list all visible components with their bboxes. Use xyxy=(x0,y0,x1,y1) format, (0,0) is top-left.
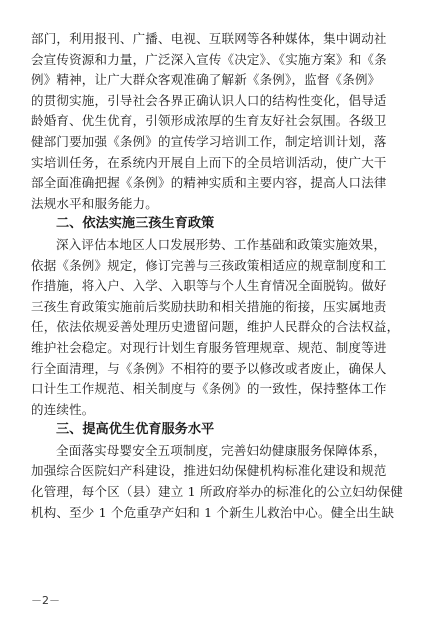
paragraph-line: 维护社会稳定。对现行计划生育服务管理规章、规范、制度等进 xyxy=(31,339,387,355)
section-heading-3: 三、提高优生优育服务水平 xyxy=(56,422,215,438)
paragraph-line: 口计生工作规范、相关制度与《条例》的一致性，保持整体工作 xyxy=(31,381,387,397)
paragraph-line: 加强综合医院妇产科建设，推进妇幼保健机构标准化建设和规范 xyxy=(31,463,387,479)
paragraph-line: 化管理，每个区（县）建立 1 所政府举办的标准化的公立妇幼保健 xyxy=(31,484,404,500)
paragraph-line: 机构、至少 1 个危重孕产妇和 1 个新生儿救治中心。健全出生缺 xyxy=(31,504,395,520)
page-number: －2－ xyxy=(31,594,60,607)
paragraph-line: 部全面准确把握《条例》的精神实质和主要内容，提高人口法律 xyxy=(31,175,387,191)
paragraph-line: 法规水平和服务能力。 xyxy=(31,195,159,211)
section-heading-2: 二、依法实施三孩生育政策 xyxy=(56,216,215,232)
paragraph-line: 实培训任务，在系统内开展自上而下的全员培训活动，使广大干 xyxy=(31,154,387,170)
paragraph-line: 的贯彻实施，引导社会各界正确认识人口的结构性变化，倡导适 xyxy=(31,92,387,108)
paragraph-line: 深入评估本地区人口发展形势、工作基础和政策实施效果， xyxy=(56,236,387,252)
paragraph-3 xyxy=(31,441,411,523)
paragraph-line: 部门，利用报刊、广播、电视、互联网等各种媒体，集中调动社 xyxy=(31,31,387,46)
paragraph-line: 会宣传资源和力量，广泛深入宣传《决定》、《实施方案》和《条 xyxy=(31,51,387,67)
paragraph-line: 作措施，将入户、入学、入职等与个人生育情况全面脱钩。做好 xyxy=(31,278,387,294)
paragraph-1 xyxy=(31,29,411,214)
document-body xyxy=(31,29,411,523)
paragraph-line: 三孩生育政策实施前后奖励扶助和相关措施的衔接，压实属地责 xyxy=(31,298,387,314)
paragraph-2 xyxy=(31,235,411,420)
paragraph-line: 任，依法依规妥善处理历史遗留问题，维护人民群众的合法权益， xyxy=(31,319,400,335)
paragraph-line: 龄婚育、优生优育，引领形成浓厚的生育友好社会氛围。各级卫 xyxy=(31,113,387,129)
paragraph-line: 例》精神，让广大群众客观准确了解新《条例》，监督《条例》 xyxy=(31,72,381,88)
paragraph-line: 健部门要加强《条例》的宣传学习培训工作，制定培训计划，落 xyxy=(31,133,387,149)
paragraph-line: 行全面清理，与《条例》不相符的要予以修改或者废止，确保人 xyxy=(31,360,387,376)
paragraph-line: 依据《条例》规定，修订完善与三孩政策相适应的规章制度和工 xyxy=(31,257,387,273)
paragraph-line: 的连续性。 xyxy=(31,401,95,417)
paragraph-line: 全面落实母婴安全五项制度，完善妇幼健康服务保障体系， xyxy=(56,442,387,458)
